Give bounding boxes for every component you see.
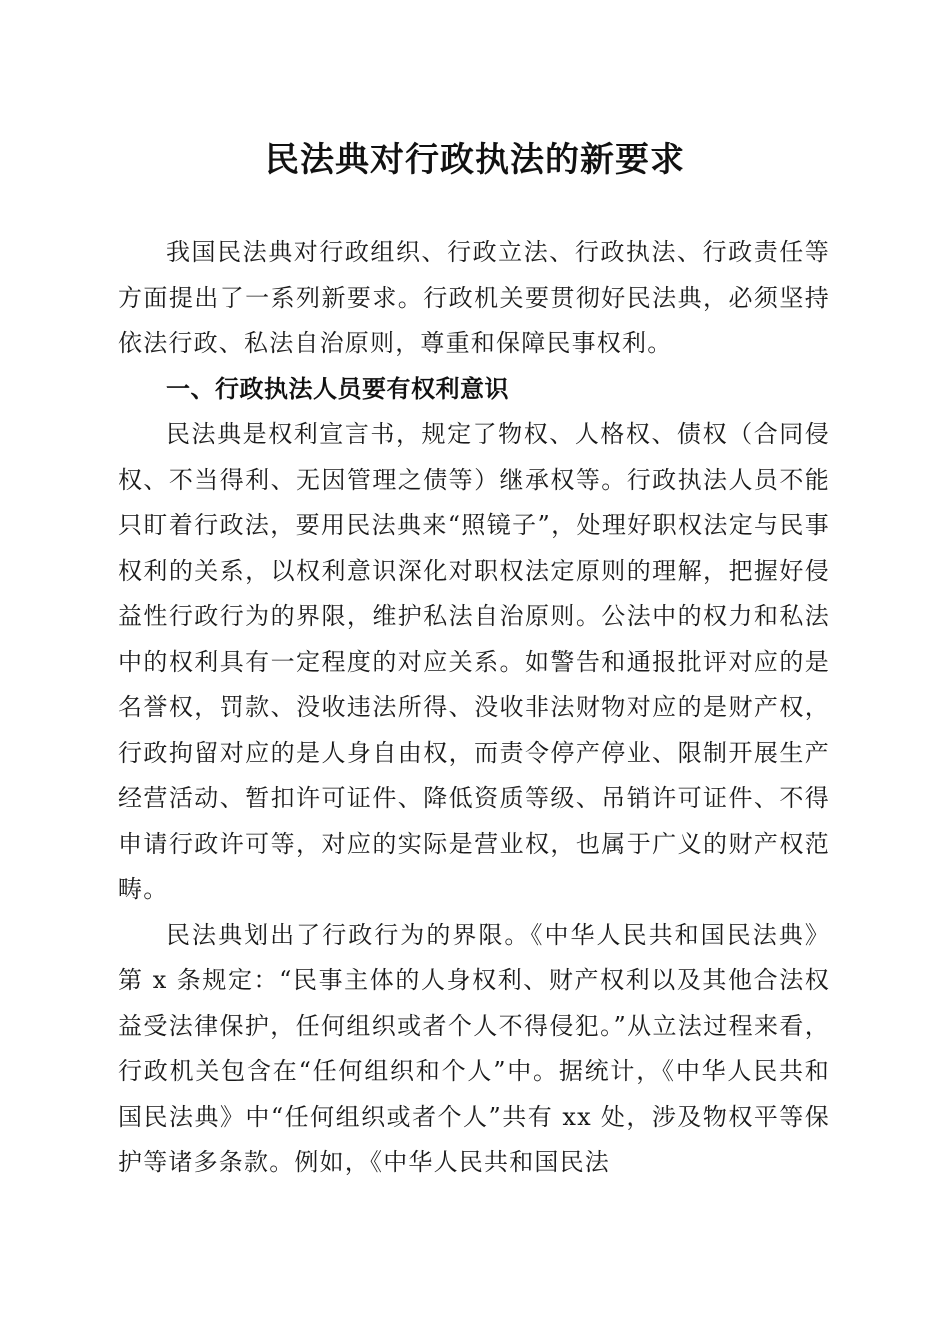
document-title: 民法典对行政执法的新要求 xyxy=(265,140,685,180)
section-heading-1: 一、行政执法人员要有权利意识 xyxy=(166,374,509,403)
paragraph-rights: 民法典是权利宣言书，规定了物权、人格权、债权（合同侵权、不当得利、无因管理之债等）继承权等。行政执法人员不能只盯着行政法，要用民法典来“照镜子”，处理好职权法定与民事权利的关系，以权利意识深化对职权法定原则的理解，把握好侵益性行政行为的界限，维护私法自治原则。公法中的权力和私法中的权利具有一定程度的对应关系。如警告和通报批评对应的是名誉权，罚款、没收违法所得、没收非法财物对应的是财产权，行政拘留对应的是人身自由权，而责令停产停业、限制开展生产经营活动、暂扣许可证件、降低资质等级、吊销许可证件、不得申请行政许可等，对应的实际是营业权，也属于广义的财产权范畴。 xyxy=(118,420,830,903)
paragraph-intro: 我国民法典对行政组织、行政立法、行政执法、行政责任等方面提出了一系列新要求。行政机关要贯彻好民法典，必须坚持依法行政、私法自治原则，尊重和保障民事权利。 xyxy=(118,238,830,357)
paragraph-boundaries: 民法典划出了行政行为的界限。《中华人民共和国民法典》第 x 条规定：“民事主体的人身权利、财产权利以及其他合法权益受法律保护，任何组织或者个人不得侵犯。”从立法过程来看，行政机关包含在“任何组织和个人”中。据统计，《中华人民共和国民法典》中“任何组织或者个人”共有 xx 处，涉及物权平等保护等诸多条款。例如，《中华人民共和国民法 xyxy=(118,920,830,1176)
document-body xyxy=(118,230,830,1186)
